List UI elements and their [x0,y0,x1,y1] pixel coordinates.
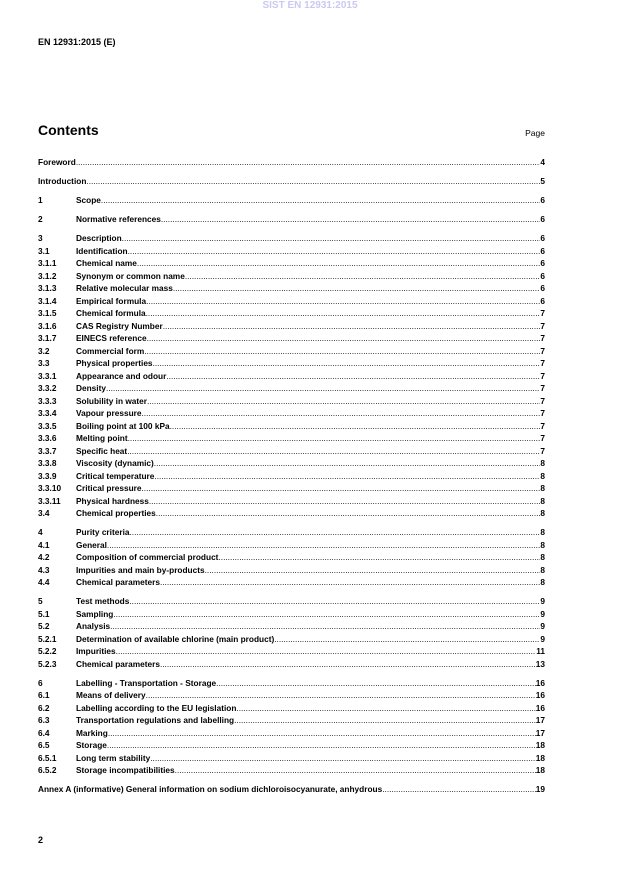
toc-entry-title: Density [76,383,106,393]
toc-entry-title: General [76,539,107,550]
toc-entry-page: 16 [535,677,545,688]
toc-leader-dots [141,407,540,420]
toc-leader-dots [144,345,540,358]
toc-entry-page: 6 [540,258,545,268]
toc-group [38,194,545,207]
toc-entry-page: 9 [540,621,545,631]
toc-entry-page: 9 [540,596,545,606]
toc-leader-dots [274,633,540,646]
toc-entry-title: Chemical parameters [76,577,160,587]
toc-entry-page: 6 [540,233,545,243]
toc-group [38,595,545,670]
toc-entry[interactable] [38,702,545,715]
toc-entry-page: 9 [540,608,545,619]
toc-entry[interactable] [38,677,545,690]
toc-entry-title: Viscosity (dynamic) [76,458,154,468]
toc-leader-dots [160,576,540,589]
toc-entry-title: Chemical properties [76,508,156,518]
toc-entry-number: 5.2.1 [38,633,57,644]
toc-leader-dots [147,395,540,408]
toc-entry-title: Chemical name [76,258,137,268]
toc-entry-title: Chemical formula [76,308,146,318]
toc-entry-number: 3.1.3 [38,283,57,293]
toc-entry-page: 16 [535,702,545,713]
toc-leader-dots [163,320,541,333]
toc-entry[interactable] [38,357,545,370]
toc-entry-number: 6.5 [38,740,50,750]
toc-entry[interactable] [38,714,545,727]
toc-entry-page: 8 [540,483,545,493]
toc-entry-title: Introduction [38,176,87,186]
toc-entry[interactable] [38,432,545,445]
toc-entry-page: 7 [540,358,545,368]
toc-entry-number: 3 [38,233,43,243]
toc-group [38,677,545,777]
toc-entry-number: 3.3.9 [38,470,57,481]
toc-entry-number: 4.4 [38,577,50,587]
toc-leader-dots [218,551,540,564]
toc-entry-title: Purity criteria [76,527,130,537]
toc-leader-dots [236,702,535,715]
toc-entry[interactable] [38,689,545,702]
toc-entry-number: 3.3.8 [38,458,57,468]
toc-entry-page: 6 [540,270,545,281]
toc-entry-number: 5.2 [38,621,50,631]
document-header: EN 12931:2015 (E) [38,37,116,47]
toc-entry[interactable] [38,507,545,520]
toc-entry-number: 6.5.1 [38,752,57,763]
toc-leader-dots [382,783,536,796]
toc-leader-dots [122,232,541,245]
toc-leader-dots [150,752,536,765]
toc-entry-page: 7 [540,320,545,331]
toc-entry[interactable] [38,395,545,408]
toc-leader-dots [173,282,541,295]
toc-entry-page: 18 [535,765,545,775]
page-title: Contents [38,122,99,138]
toc-leader-dots [170,420,541,433]
toc-leader-dots [141,482,540,495]
toc-entry-page: 8 [540,577,545,587]
toc-leader-dots [106,382,540,395]
toc-group [38,783,545,796]
toc-entry[interactable] [38,620,545,633]
toc-leader-dots [129,595,540,608]
toc-entry-title: Determination of available chlorine (main product) [76,633,275,644]
toc-entry[interactable] [38,526,545,539]
toc-group [38,232,545,520]
toc-entry-number: 4.3 [38,564,50,575]
toc-entry-page: 6 [540,195,545,205]
toc-entry-page: 11 [536,646,545,656]
toc-entry[interactable] [38,727,545,740]
toc-entry-number: 4.2 [38,552,50,562]
toc-entry-title: Physical properties [76,358,153,368]
toc-group [38,156,545,169]
toc-entry-number: 3.1.4 [38,295,57,306]
toc-entry-page: 18 [535,740,545,750]
toc-leader-dots [86,175,540,188]
toc-entry-number: 6 [38,677,43,688]
toc-entry-page: 6 [540,214,545,224]
toc-leader-dots [128,432,541,445]
toc-entry-title: Impurities and main by-products [76,564,205,575]
toc-entry[interactable] [38,295,545,308]
toc-entry-page: 6 [540,245,545,256]
toc-entry[interactable] [38,370,545,383]
watermark: SIST EN 12931:2015 [262,0,358,11]
toc-entry-number: 3.4 [38,508,50,518]
toc-entry-title: Foreword [38,157,76,167]
toc-entry[interactable] [38,245,545,258]
toc-entry-number: 3.1.5 [38,308,57,318]
toc-entry-number: 4 [38,527,43,537]
toc-entry-number: 3.1.7 [38,333,57,343]
toc-entry[interactable] [38,232,545,245]
toc-entry-title: Boiling point at 100 kPa [76,420,170,431]
toc-entry-number: 3.2 [38,345,50,356]
toc-entry-title: Critical pressure [76,483,142,493]
toc-entry-title: Normative references [76,214,161,224]
toc-leader-dots [205,564,541,577]
toc-entry-number: 3.3 [38,358,50,368]
toc-leader-dots [128,245,541,258]
toc-entry-page: 4 [540,157,545,167]
toc-leader-dots [76,156,541,169]
toc-entry-number: 3.3.5 [38,420,57,431]
toc-leader-dots [146,689,536,702]
toc-group [38,175,545,188]
toc-entry-page: 7 [540,433,545,443]
toc-entry-number: 3.3.10 [38,483,62,493]
toc-leader-dots [107,539,540,552]
toc-entry-page: 7 [540,445,545,456]
toc-entry-title: Chemical parameters [76,658,160,669]
toc-entry-number: 3.3.11 [38,495,61,506]
toc-entry-number: 3.1.6 [38,320,57,331]
toc-entry[interactable] [38,194,545,207]
toc-entry-page: 8 [540,552,545,562]
toc-entry-page: 5 [540,176,545,186]
toc-entry-title: Labelling according to the EU legislation [76,702,237,713]
toc-entry[interactable] [38,345,545,358]
toc-entry-title: Critical temperature [76,470,155,481]
toc-entry-page: 19 [535,784,545,794]
toc-entry-page: 6 [540,295,545,306]
toc-entry-page: 9 [540,633,545,644]
toc-entry-title: Specific heat [76,445,128,456]
toc-entry-page: 8 [540,539,545,550]
toc-entry-number: 2 [38,214,43,224]
toc-entry-page: 16 [535,690,545,700]
toc-leader-dots [175,764,536,777]
toc-leader-dots [234,714,536,727]
toc-entry-page: 7 [540,383,545,393]
toc-entry[interactable] [38,270,545,283]
toc-entry-number: 3.3.2 [38,383,57,393]
toc-entry-title: Scope [76,195,101,205]
toc-entry-page: 13 [535,658,545,669]
toc-entry-page: 17 [535,715,545,725]
toc-entry-title: Synonym or common name [76,270,185,281]
page-number: 2 [38,835,44,845]
toc-entry-title: Marking [76,727,108,738]
toc-entry-title: Solubility in water [76,395,147,406]
toc-entry[interactable] [38,495,545,508]
toc-entry-title: EINECS reference [76,333,147,343]
toc-entry[interactable] [38,739,545,752]
toc-entry-title: Means of delivery [76,690,146,700]
toc-entry-title: Physical hardness [76,495,149,506]
toc-entry-number: 1 [38,195,43,205]
toc-entry[interactable] [38,645,545,658]
toc-entry-title: Labelling - Transportation - Storage [76,677,217,688]
toc-entry-page: 6 [540,283,545,293]
toc-entry[interactable] [38,564,545,577]
toc-entry-number: 6.5.2 [38,765,57,775]
toc-entry-page: 7 [540,420,545,431]
toc-entry-title: Transportation regulations and labelling [76,715,235,725]
toc-leader-dots [116,645,537,658]
toc-entry-title: Vapour pressure [76,408,142,418]
toc-entry-number: 3.3.6 [38,433,57,443]
toc-entry-title: Long term stability [76,752,151,763]
toc-leader-dots [113,608,540,621]
toc-entry-page: 18 [535,752,545,763]
toc-entry-number: 3.3.7 [38,445,57,456]
toc-entry-title: Annex A (informative) General information on sodium dichloroisocyanurate, anhydrous [38,784,383,794]
toc-leader-dots [137,257,541,270]
page-column-label: Page [525,128,545,138]
toc-entry-title: Analysis [76,621,111,631]
toc-leader-dots [107,739,536,752]
toc-group [38,213,545,226]
toc-entry-title: CAS Registry Number [76,320,163,331]
toc-entry-number: 5.2.2 [38,646,57,656]
toc-leader-dots [149,495,541,508]
toc-entry[interactable] [38,156,545,169]
toc-entry[interactable] [38,633,545,646]
toc-entry-title: Impurities [76,646,116,656]
toc-leader-dots [154,470,540,483]
toc-entry[interactable] [38,332,545,345]
toc-entry[interactable] [38,382,545,395]
toc-entry-number: 3.3.1 [38,370,57,381]
toc-entry[interactable] [38,539,545,552]
toc-entry[interactable] [38,470,545,483]
toc-entry-title: Composition of commercial product [76,552,219,562]
toc-leader-dots [154,457,541,470]
toc-entry[interactable] [38,282,545,295]
toc-entry[interactable] [38,783,545,796]
toc-entry-page: 7 [540,333,545,343]
toc-entry[interactable] [38,482,545,495]
toc-entry-number: 6.2 [38,702,50,713]
toc-entry[interactable] [38,457,545,470]
toc-entry-page: 17 [535,727,545,738]
toc-entry-title: Description [76,233,122,243]
toc-entry-title: Commercial form [76,345,145,356]
toc-entry[interactable] [38,445,545,458]
toc-entry[interactable] [38,595,545,608]
toc-entry-page: 7 [540,308,545,318]
toc-entry[interactable] [38,551,545,564]
toc-leader-dots [110,620,540,633]
toc-leader-dots [146,295,540,308]
toc-leader-dots [147,332,541,345]
toc-entry-number: 3.3.4 [38,408,57,418]
toc-entry-page: 7 [540,395,545,406]
toc-entry-number: 6.3 [38,715,50,725]
toc-entry-page: 8 [540,458,545,468]
toc-entry-number: 3.1.2 [38,270,57,281]
toc-leader-dots [146,307,541,320]
toc-leader-dots [156,507,541,520]
toc-entry-number: 6.1 [38,690,50,700]
toc-entry-page: 8 [540,564,545,575]
toc-entry[interactable] [38,608,545,621]
toc-entry-title: Storage incompatibilities [76,765,175,775]
toc-entry[interactable] [38,213,545,226]
toc-entry-page: 7 [540,345,545,356]
toc-entry[interactable] [38,658,545,671]
toc-entry-title: Test methods [76,596,130,606]
toc-entry-page: 7 [540,408,545,418]
toc-entry-page: 7 [540,370,545,381]
toc-entry-number: 4.1 [38,539,50,550]
toc-leader-dots [127,445,540,458]
toc-entry-number: 3.1.1 [38,258,57,268]
toc-entry[interactable] [38,175,545,188]
toc-entry[interactable] [38,752,545,765]
toc-entry-title: Identification [76,245,128,256]
toc-entry-page: 8 [540,495,545,506]
toc-entry-number: 6.4 [38,727,50,738]
toc-leader-dots [185,270,541,283]
toc-group [38,526,545,589]
toc-entry-title: Melting point [76,433,128,443]
toc-leader-dots [160,658,536,671]
toc-entry-title: Relative molecular mass [76,283,173,293]
toc-entry-number: 5 [38,596,43,606]
toc-entry-title: Appearance and odour [76,370,167,381]
table-of-contents [38,156,545,802]
toc-entry[interactable] [38,320,545,333]
toc-leader-dots [108,727,536,740]
toc-entry[interactable] [38,307,545,320]
toc-entry-page: 8 [540,527,545,537]
toc-entry[interactable] [38,576,545,589]
toc-entry-title: Storage [76,740,107,750]
toc-leader-dots [153,357,541,370]
toc-entry[interactable] [38,257,545,270]
toc-entry-number: 5.1 [38,608,50,619]
toc-leader-dots [216,677,536,690]
toc-entry-title: Sampling [76,608,114,619]
toc-entry[interactable] [38,407,545,420]
toc-entry-title: Empirical formula [76,295,147,306]
toc-entry-page: 8 [540,470,545,481]
toc-leader-dots [161,213,541,226]
toc-leader-dots [101,194,540,207]
toc-entry-number: 3.3.3 [38,395,57,406]
toc-leader-dots [166,370,540,383]
toc-entry[interactable] [38,764,545,777]
toc-entry-page: 8 [540,508,545,518]
toc-entry-number: 3.1 [38,245,50,256]
toc-leader-dots [130,526,541,539]
toc-entry[interactable] [38,420,545,433]
toc-entry-number: 5.2.3 [38,658,57,669]
